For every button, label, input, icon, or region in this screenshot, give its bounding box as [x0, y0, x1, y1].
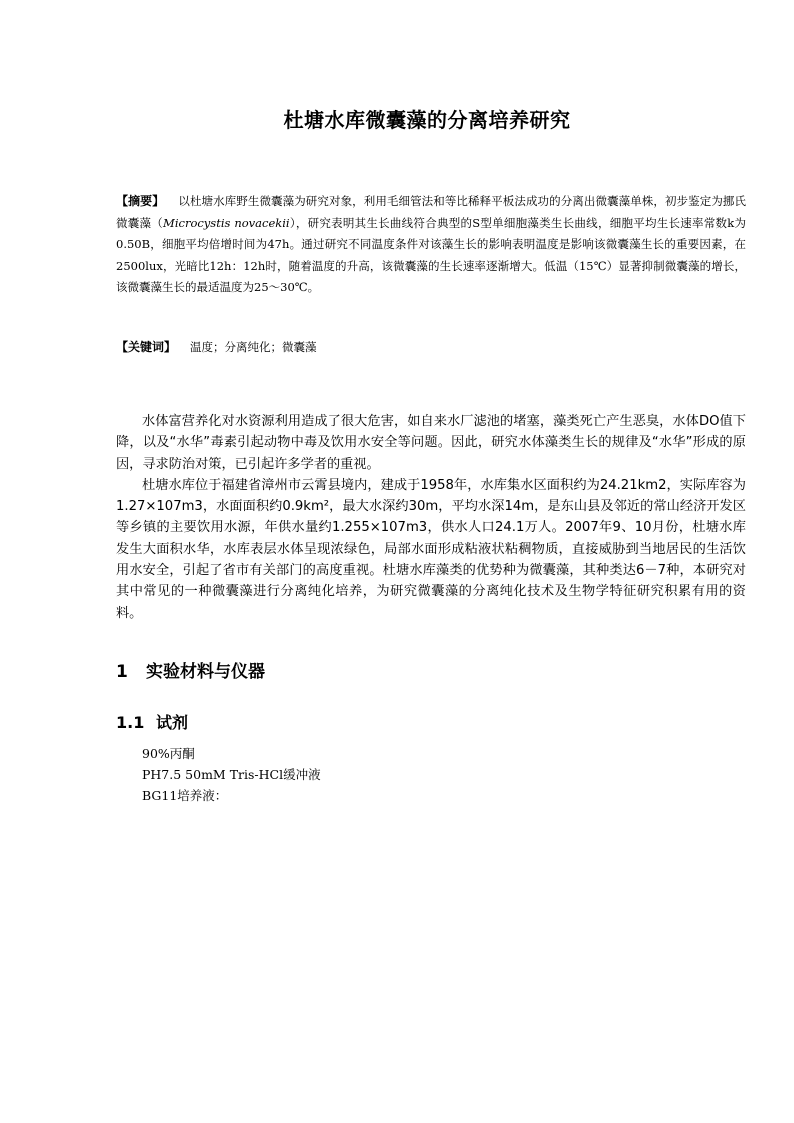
abstract-block: [116, 191, 746, 299]
subsection-heading-1-1: [116, 710, 188, 733]
abstract-text-after: ），研究表明其生长曲线符合典型的S型单细胞藻类生长曲线，细胞平均生长速率常数k为0.50B，细胞平均倍增时间为47h。通过研究不同温度条件对该藻生长的影响表明温度是影响该微囊藻生长的重要因素，在2500lux，光暗比12h：12h时，随着温度的升高，该微囊藻的生长速率逐渐增大。低温（15℃）显著抑制微囊藻的增长，该微囊藻生长的最适温度为25～30℃。: [116, 215, 747, 295]
reagent-item: 90%丙酮: [142, 746, 195, 761]
subsection-number: 1.1: [116, 713, 145, 732]
section-heading-1: [116, 657, 265, 682]
intro-paragraph-2: 杜塘水库位于福建省漳州市云霄县境内，建成于1958年，水库集水区面积约为24.21km2，实际库容为1.27×107m3，水面面积约0.9km²，最大水深约30m，平均水深14m，是东山县及邻近的常山经济开发区等乡镇的主要饮用水源，年供水量约1.255×107m3，供水人口24.1万人。2007年9、10月份，杜塘水库发生大面积水华，水库表层水体呈现浓绿色，局部水面形成粘液状粘稠物质，直接威胁到当地居民的生活饮用水安全，引起了省市有关部门的高度重视。杜塘水库藻类的优势种为微囊藻，其种类达6－7种，本研究对其中常见的一种微囊藻进行分离纯化培养，为研究微囊藻的分离纯化技术及生物学特征研究积累有用的资料。: [116, 477, 746, 621]
section-title: 实验材料与仪器: [146, 662, 265, 682]
keywords-text: 温度；分离纯化；微囊藻: [190, 340, 317, 354]
reagent-item: BG11培养液：: [142, 788, 228, 803]
abstract-label: 【摘要】: [116, 194, 165, 208]
abstract-text-before: 以杜塘水库野生微囊藻为研究对象，利用毛细管法和等比稀释平板法成功的分离出微囊藻单株，初步鉴定为挪氏微囊藻（: [116, 194, 746, 230]
reagent-item: PH7.5 50mM Tris-HCl缓冲液: [142, 767, 321, 782]
subsection-title: 试剂: [156, 713, 189, 732]
section-number: 1: [116, 662, 128, 682]
abstract-species-name: Microcystis novacekii: [163, 215, 290, 230]
intro-paragraph-1: 水体富营养化对水资源利用造成了很大危害，如自来水厂滤池的堵塞，藻类死亡产生恶臭，水体DO值下降，以及“水华”毒素引起动物中毒及饮用水安全等问题。因此，研究水体藻类生长的规律及“水华”形成的原因，寻求防治对策，已引起许多学者的重视。: [116, 414, 746, 472]
paper-title: 杜塘水库微囊藻的分离培养研究: [283, 108, 571, 132]
reagent-list: [142, 743, 321, 806]
introduction-body: [116, 411, 746, 624]
keywords-label: 【关键词】: [116, 340, 177, 354]
keywords-block: [116, 337, 746, 358]
